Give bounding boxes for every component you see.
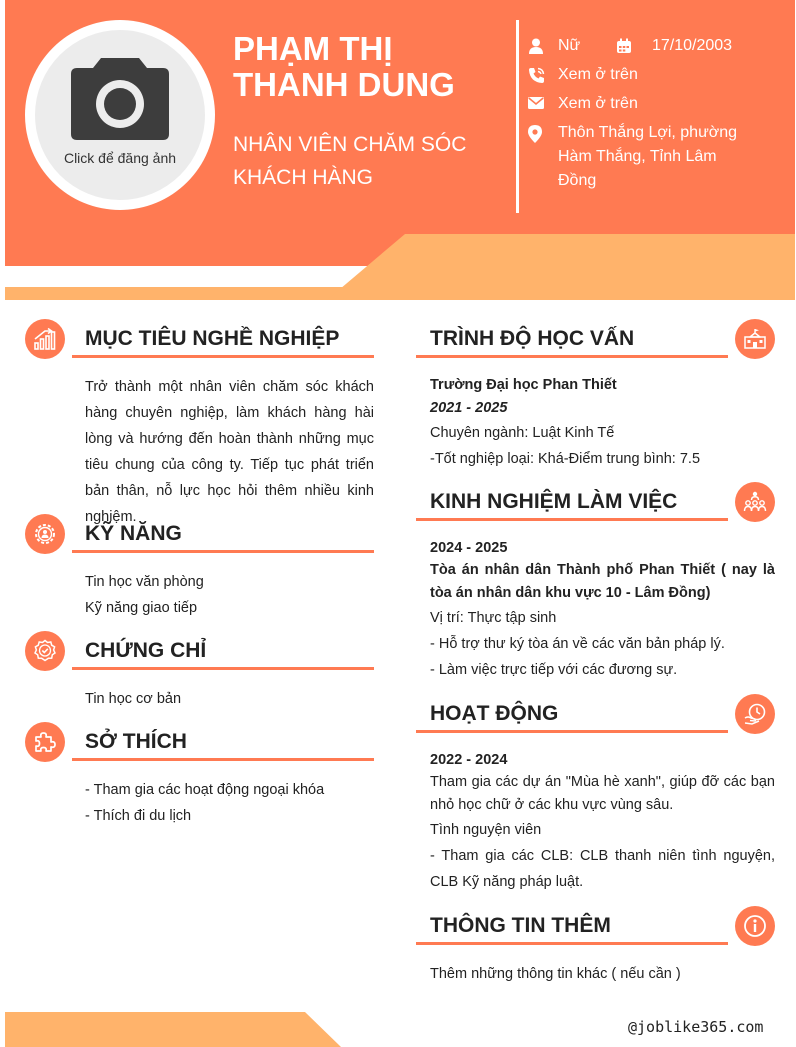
activities-title: HOẠT ĐỘNG	[430, 702, 559, 725]
skills-list	[85, 569, 374, 621]
experience-position: Vị trí: Thực tập sinh	[430, 610, 557, 626]
experience-icon-badge	[735, 482, 775, 522]
certificates-icon-badge	[25, 631, 65, 671]
activities-period: 2022 - 2024	[430, 752, 508, 768]
experience-details	[430, 537, 775, 683]
email-icon	[528, 96, 544, 110]
avatar[interactable]	[35, 30, 205, 200]
hobbies-title: SỞ THÍCH	[85, 730, 187, 753]
badge-check-icon	[33, 639, 57, 663]
experience-company: Tòa án nhân dân Thành phố Phan Thiết ( nay là tòa án nhân dân khu vực 10 - Lâm Đồng)	[430, 562, 775, 601]
address-text	[558, 121, 768, 193]
name-line: PHẠM THỊ	[233, 30, 393, 67]
header-banner	[5, 0, 795, 300]
calendar-icon	[616, 38, 632, 54]
school-name: Trường Đại học Phan Thiết	[430, 377, 617, 393]
additional-icon-badge	[735, 906, 775, 946]
school-building-icon	[743, 327, 767, 351]
skills-title: KỸ NĂNG	[85, 522, 182, 545]
info-icon	[743, 914, 767, 938]
education-icon-badge	[735, 319, 775, 359]
additional-title: THÔNG TIN THÊM	[430, 914, 611, 937]
objective-icon-badge	[25, 319, 65, 359]
experience-duty: - Hỗ trợ thư ký tòa án về các văn bản pháp lý.	[430, 636, 725, 652]
certificates-title: CHỨNG CHỈ	[85, 639, 207, 662]
experience-title: KINH NGHIỆM LÀM VIỆC	[430, 490, 678, 513]
skills-icon-badge	[25, 514, 65, 554]
address-line: Đồng	[558, 172, 597, 189]
education-period: 2021 - 2025	[430, 400, 508, 416]
activities-details	[430, 749, 775, 895]
experience-period: 2024 - 2025	[430, 540, 508, 556]
puzzle-icon	[33, 730, 57, 754]
activities-detail: - Tham gia các CLB: CLB thanh niên tình nguyện, CLB Kỹ năng pháp luật.	[430, 848, 775, 890]
hobby-item: - Tham gia các hoạt động ngoại khóa	[85, 782, 325, 798]
hobbies-list	[85, 777, 374, 829]
education-title: TRÌNH ĐỘ HỌC VẤN	[430, 327, 635, 350]
skill-item: Kỹ năng giao tiếp	[85, 600, 198, 616]
activities-role: Tình nguyện viên	[430, 822, 542, 838]
job-title-line: KHÁCH HÀNG	[233, 166, 374, 189]
full-name	[233, 32, 503, 102]
footer-brand[interactable]: @joblike365.com	[628, 1018, 764, 1036]
experience-duty: - Làm việc trực tiếp với các đương sự.	[430, 662, 678, 678]
person-icon	[528, 38, 544, 54]
education-major: Chuyên ngành: Luật Kinh Tế	[430, 425, 615, 441]
gender-text: Nữ	[558, 37, 581, 54]
certificates-list	[85, 686, 374, 712]
avatar-caption: Click để đăng ảnh	[63, 150, 177, 166]
experience-underline	[416, 518, 728, 521]
hobby-item: - Thích đi du lịch	[85, 808, 192, 824]
address-item	[528, 121, 768, 201]
education-underline	[416, 355, 728, 358]
clock-hand-icon	[743, 702, 767, 726]
certificates-underline	[72, 667, 374, 670]
location-pin-icon	[528, 125, 542, 143]
activities-desc: Tham gia các dự án "Mùa hè xanh", giúp đỡ các bạn nhỏ học chữ ở các khu vực vùng sâu.	[430, 774, 775, 813]
address-line: Hàm Thắng, Tỉnh Lâm	[558, 148, 717, 165]
team-icon	[743, 490, 767, 514]
hobbies-underline	[72, 758, 374, 761]
objective-title: MỤC TIÊU NGHỀ NGHIỆP	[85, 327, 340, 350]
email-text: Xem ở trên	[558, 95, 638, 112]
hobbies-icon-badge	[25, 722, 65, 762]
job-title-line: NHÂN VIÊN CHĂM SÓC	[233, 133, 467, 156]
birthday-text: 17/10/2003	[652, 37, 733, 54]
education-grade: -Tốt nghiệp loại: Khá-Điểm trung bình: 7.5	[430, 451, 701, 467]
additional-underline	[416, 942, 728, 945]
skills-underline	[72, 550, 374, 553]
header-divider	[516, 20, 519, 213]
phone-icon	[528, 67, 545, 84]
objective-underline	[72, 355, 374, 358]
objective-text: Trở thành một nhân viên chăm sóc khách hàng chuyên nghiệp, làm khách hàng hài lòng và hướng đến hoàn thành những mục tiêu chung của công ty. Tiếp tục phát triển bản thân, nỗ lực học hỏi thêm nhiều kinh nghiệm.	[85, 379, 374, 525]
footer-accent-shape	[5, 1010, 345, 1047]
phone-text: Xem ở trên	[558, 66, 638, 83]
chart-growth-icon	[33, 327, 57, 351]
education-details	[430, 374, 775, 472]
certificate-item: Tin học cơ bản	[85, 691, 182, 707]
name-line: THANH DUNG	[233, 66, 455, 103]
address-line: Thôn Thắng Lợi, phường	[558, 124, 738, 141]
job-title	[233, 128, 503, 194]
additional-text: Thêm những thông tin khác ( nếu cần )	[430, 966, 681, 982]
activities-underline	[416, 730, 728, 733]
gear-person-icon	[33, 522, 57, 546]
skill-item: Tin học văn phòng	[85, 574, 204, 590]
activities-icon-badge	[735, 694, 775, 734]
camera-icon	[67, 54, 173, 144]
